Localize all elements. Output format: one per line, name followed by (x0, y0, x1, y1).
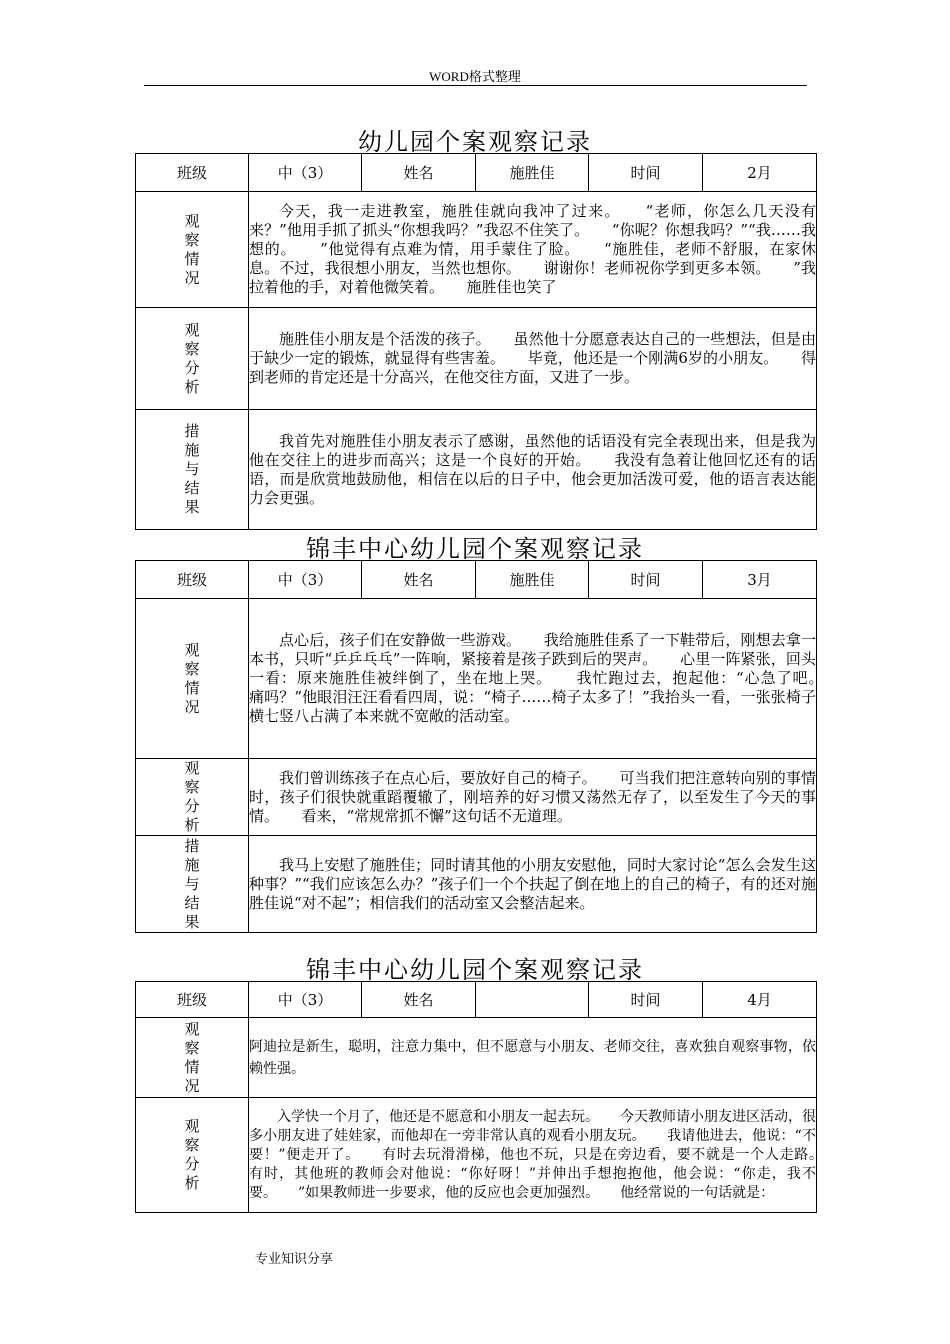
record-title: 锦丰中心幼儿园个案观察记录 (306, 535, 644, 563)
time-label: 时间 (589, 561, 703, 599)
record-table-2 (135, 560, 847, 933)
analysis-text: 施胜佳小朋友是个活泼的孩子。 虽然他十分愿意表达自己的一些想法，但是由于缺少一定的锻炼，就显得有些害羞。 毕竟，他还是一个刚满6岁的小朋友。 得到老师的肯定还是十分高兴，在他交往方面，又进了一步。 (249, 308, 817, 410)
name-label: 姓名 (362, 982, 476, 1018)
analysis-text: 我们曾训练孩子在点心后，要放好自己的椅子。 可当我们把注意转向别的事情时，孩子们很快就重蹈覆辙了，刚培养的好习惯又荡然无存了，以至发生了今天的事情。 看来，“常规常抓不懈”这句话不无道理。 (249, 759, 817, 836)
observation-label: 观 察 情 况 (136, 599, 249, 759)
time-label: 时间 (589, 154, 703, 192)
record-table-1 (135, 153, 817, 530)
observation-label: 观 察 情 况 (136, 192, 249, 308)
name-value: 施胜佳 (476, 154, 589, 192)
page-header: WORD格式整理 (429, 69, 521, 84)
class-label: 班级 (136, 561, 249, 599)
class-value: 中（3） (249, 154, 362, 192)
analysis-label: 观 察 分 析 (136, 308, 249, 410)
analysis-label: 观 察 分 析 (136, 1098, 249, 1213)
measure-text: 我马上安慰了施胜佳；同时请其他的小朋友安慰他，同时大家讨论“怎么会发生这种事？”“我们应该怎么办？”孩子们一个个扶起了倒在地上的自己的椅子，有的还对施胜佳说“对不起”；相信我们的活动室又会整洁起来。 (249, 836, 817, 933)
name-label: 姓名 (362, 561, 476, 599)
analysis-text: 入学快一个月了，他还是不愿意和小朋友一起去玩。 今天教师请小朋友进区活动，很多小朋友进了娃娃家，而他却在一旁非常认真的观看小朋友玩。 我请他进去，他说：“不要！”便走开了。 有时去玩滑滑梯，他也不玩，只是在旁边看，要不就是一个人走路。 有时，其他班的教师会对他说：“你好呀！”并伸出手想抱抱他，他会说：“你走，我不要。 ”如果教师进一步要求，他的反应也会更加强烈。 他经常说的一句话就是： (249, 1098, 817, 1213)
class-value: 中（3） (249, 982, 362, 1018)
analysis-label: 观 察 分 析 (136, 759, 249, 836)
record-title: 锦丰中心幼儿园个案观察记录 (306, 956, 644, 984)
observation-text: 今天，我一走进教室，施胜佳就向我冲了过来。 “老师，你怎么几天没有来？”他用手抓了抓头“你想我吗？”我忍不住笑了。 “你呢？你想我吗？”“我……我想的。 ”他觉得有点难为情，用手蒙住了脸。 “施胜佳，老师不舒服，在家休息。不过，我很想小朋友，当然也想你。 谢谢你！老师祝你学到更多本领。 ”我拉着他的手，对着他微笑着。 施胜佳也笑了 (249, 192, 817, 308)
name-label: 姓名 (362, 154, 476, 192)
observation-label: 观 察 情 况 (136, 1018, 249, 1098)
time-value: 4月 (703, 982, 817, 1018)
record-title: 幼儿园个案观察记录 (358, 128, 592, 156)
observation-text: 阿迪拉是新生，聪明，注意力集中，但不愿意与小朋友、老师交往，喜欢独自观察事物，依赖性强。 (249, 1018, 817, 1098)
observation-text: 点心后，孩子们在安静做一些游戏。 我给施胜佳系了一下鞋带后，刚想去拿一本书，只听“乒乒乓乓”一阵响，紧接着是孩子跌到后的哭声。 心里一阵紧张，回头一看：原来施胜佳被绊倒了，坐在地上哭。 我忙跑过去，抱起他：“心急了吧。 痛吗？”他眼泪汪汪看看四周，说：“椅子……椅子太多了！”我抬头一看，一张张椅子横七竖八占满了本来就不宽敞的活动室。 (249, 599, 817, 759)
name-value: 施胜佳 (476, 561, 589, 599)
measure-label: 措 施 与 结 果 (136, 836, 249, 933)
record-table-3 (135, 981, 844, 1213)
measure-label: 措 施 与 结 果 (136, 410, 249, 530)
time-label: 时间 (589, 982, 703, 1018)
class-value: 中（3） (249, 561, 362, 599)
measure-text: 我首先对施胜佳小朋友表示了感谢，虽然他的话语没有完全表现出来，但是我为他在交往上的进步而高兴；这是一个良好的开始。 我没有急着让他回忆还有的话语，而是欣赏地鼓励他，相信在以后的日子中，他会更加活泼可爱，他的语言表达能力会更强。 (249, 410, 817, 530)
class-label: 班级 (136, 154, 249, 192)
class-label: 班级 (136, 982, 249, 1018)
page-footer: 专业知识分享 (255, 1252, 334, 1267)
header-rule (144, 85, 807, 86)
time-value: 2月 (703, 154, 817, 192)
name-value (476, 982, 589, 1018)
time-value: 3月 (703, 561, 817, 599)
